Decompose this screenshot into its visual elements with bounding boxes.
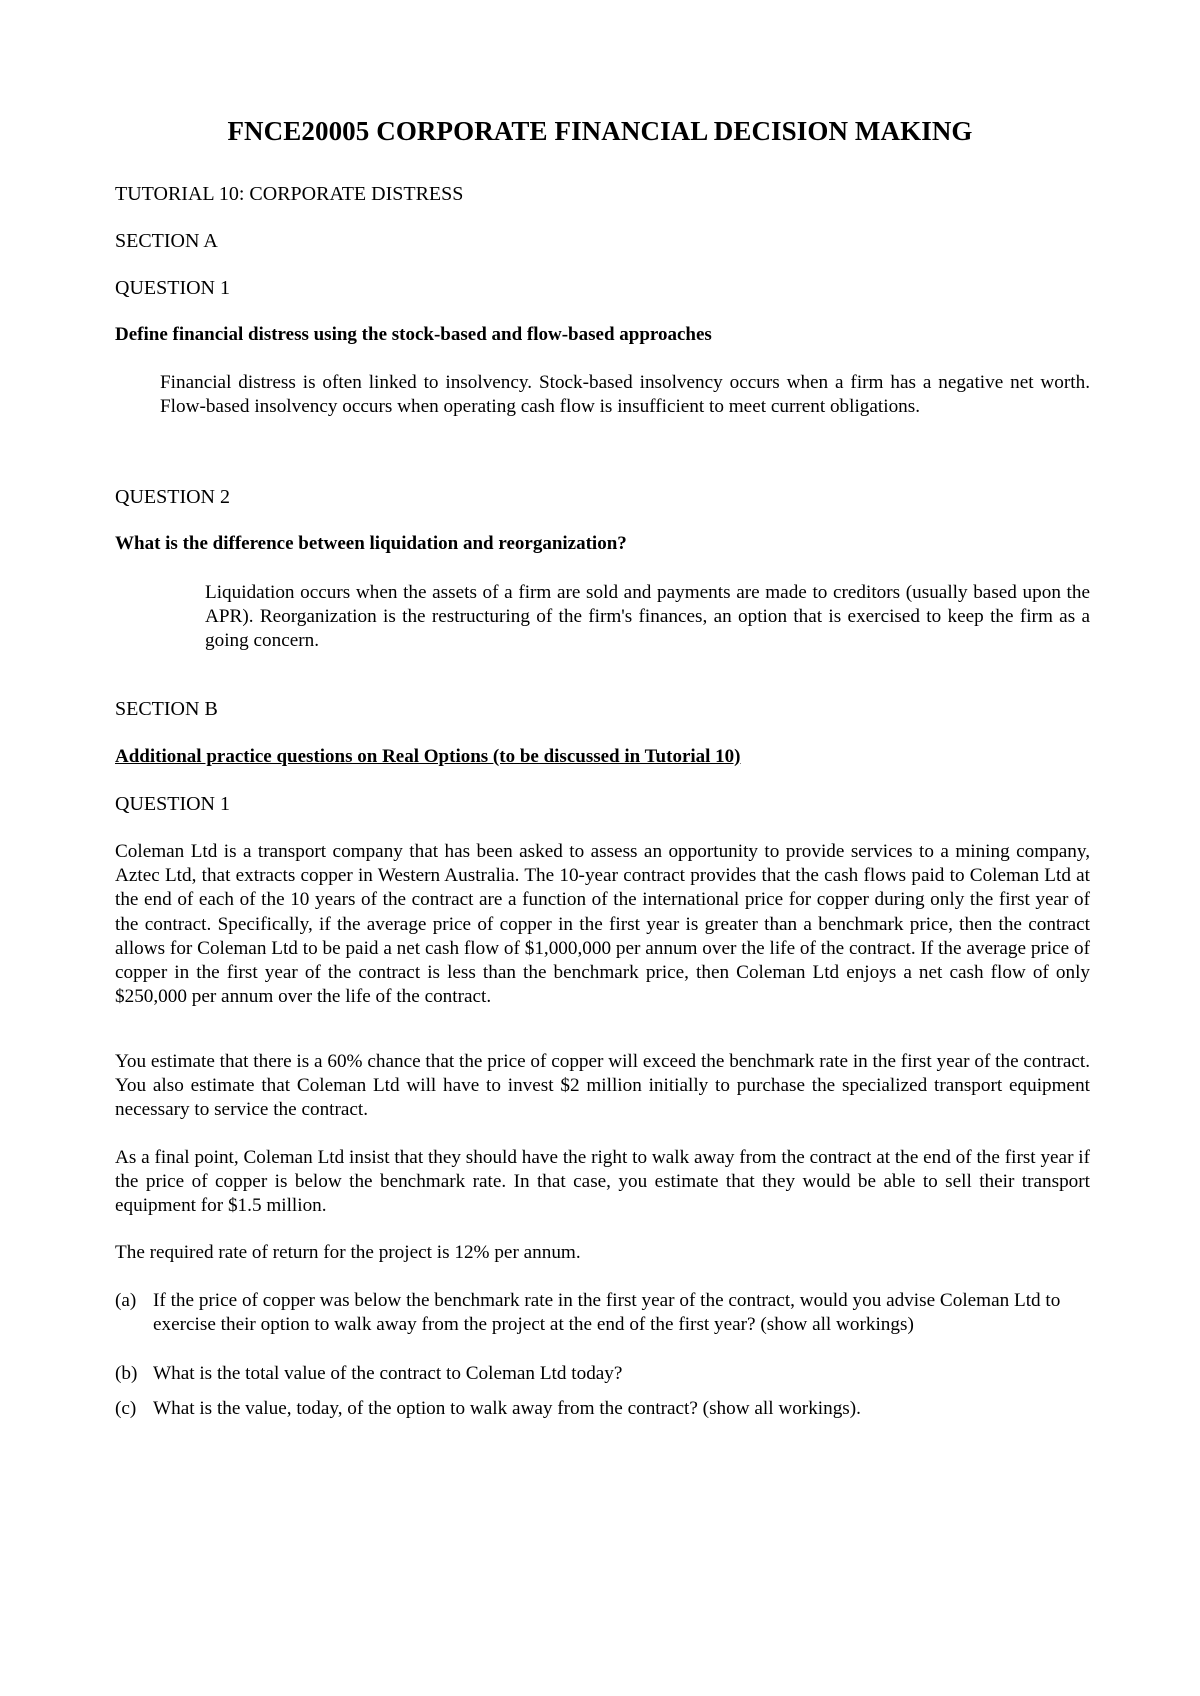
document-title: FNCE20005 CORPORATE FINANCIAL DECISION MAKING (227, 116, 973, 146)
question-part-c-letter: (c) (115, 1398, 137, 1419)
section-a-question-1-prompt: Define financial distress using the stock-based and flow-based approaches (115, 324, 712, 345)
section-b-question-1-paragraph-2: You estimate that there is a 60% chance that the price of copper will exceed the benchmark rate in the first year of the contract. You also estimate that Coleman Ltd will have to invest $2 million initially to purchase the specialized transport equipment necessary to service the contract. (115, 1051, 1090, 1121)
section-a-question-1-label: QUESTION 1 (115, 277, 230, 299)
question-part-c (115, 1397, 1090, 1421)
question-part-b (115, 1362, 1090, 1386)
section-b-heading: SECTION B (115, 698, 218, 720)
question-part-c-text: What is the value, today, of the option to walk away from the contract? (show all workings). (153, 1398, 861, 1419)
question-part-b-letter: (b) (115, 1363, 138, 1384)
question-part-a-letter: (a) (115, 1290, 137, 1311)
tutorial-heading: TUTORIAL 10: CORPORATE DISTRESS (115, 183, 464, 205)
section-b-question-1-paragraph-4: The required rate of return for the project is 12% per annum. (115, 1242, 581, 1263)
section-a-question-2-label: QUESTION 2 (115, 486, 230, 508)
section-b-question-1-paragraph-3: As a final point, Coleman Ltd insist that they should have the right to walk away from the contract at the end of the first year if the price of copper is below the benchmark rate. In that case, you estimate that they would be able to sell their transport equipment for $1.5 million. (115, 1147, 1090, 1217)
section-b-question-1-label: QUESTION 1 (115, 793, 230, 815)
section-a-question-2-answer: Liquidation occurs when the assets of a firm are sold and payments are made to creditors (usually based upon the APR). Reorganization is the restructuring of the firm's finances, an option that is exercised to keep the firm as a going concern. (205, 582, 1090, 652)
section-b-question-1-paragraph-1: Coleman Ltd is a transport company that has been asked to assess an opportunity to provide services to a mining company, Aztec Ltd, that extracts copper in Western Australia. The 10-year contract provides that the cash flows paid to Coleman Ltd at the end of each of the 10 years of the contract are a function of the international price for copper during only the first year of the contract. Specifically, if the average price of copper in the first year is greater than a benchmark price, then the contract allows for Coleman Ltd to be paid a net cash flow of $1,000,000 per annum over the life of the contract. If the average price of copper in the first year of the contract is less than the benchmark price, then Coleman Ltd enjoys a net cash flow of only $250,000 per annum over the life of the contract. (115, 841, 1090, 1008)
section-a-question-2-prompt: What is the difference between liquidation and reorganization? (115, 533, 627, 554)
section-a-question-1-answer: Financial distress is often linked to insolvency. Stock-based insolvency occurs when a firm has a negative net worth. Flow-based insolvency occurs when operating cash flow is insufficient to meet current obligations. (160, 372, 1090, 418)
section-a-heading: SECTION A (115, 230, 218, 252)
question-part-b-text: What is the total value of the contract to Coleman Ltd today? (153, 1363, 623, 1384)
question-part-a-text: If the price of copper was below the benchmark rate in the first year of the contract, would you advise Coleman Ltd to exercise their option to walk away from the project at the end of the first year? (show all workings) (153, 1290, 1061, 1336)
section-b-subheading: Additional practice questions on Real Options (to be discussed in Tutorial 10) (115, 746, 741, 767)
question-part-a (115, 1289, 1090, 1337)
